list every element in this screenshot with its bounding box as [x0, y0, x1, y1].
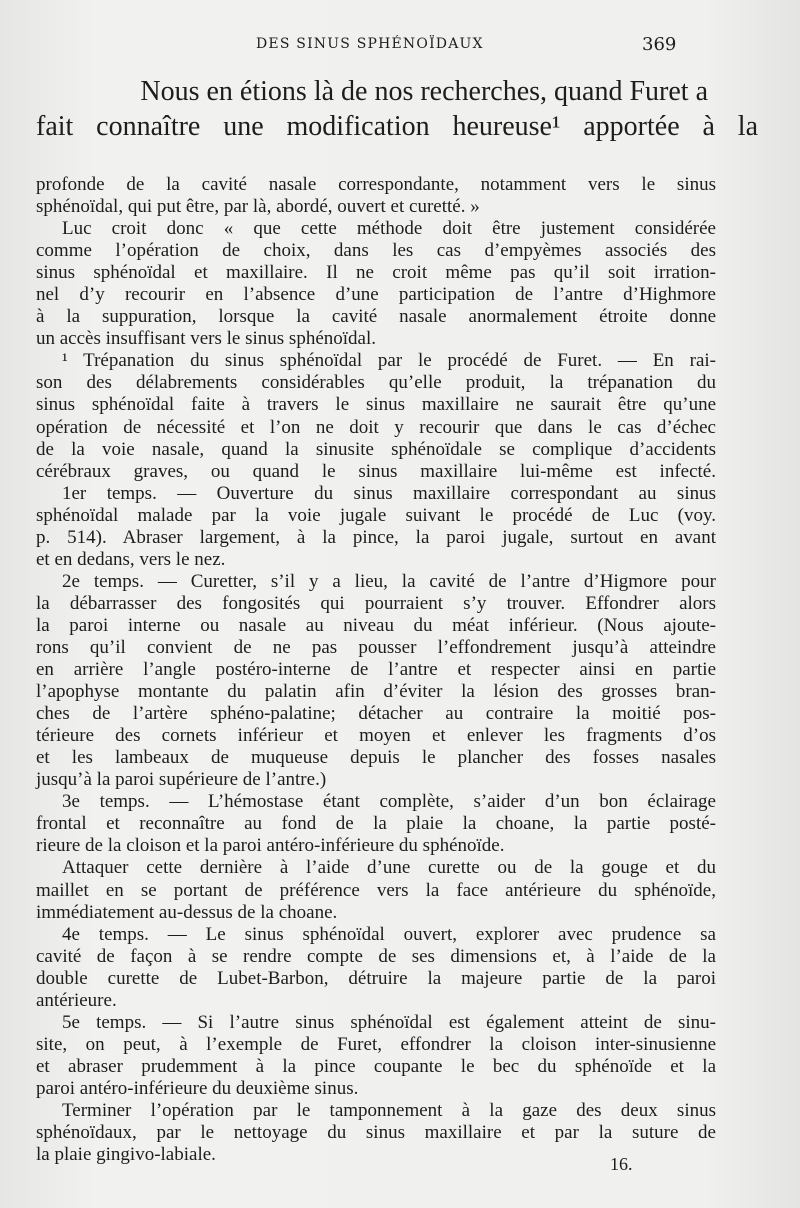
page-number: 369 [642, 34, 677, 55]
body-line: sinus sphénoïdal et maxillaire. Il ne croit même pas qu’il soit irration- [36, 262, 716, 284]
footnote-line: rieure de la cloison et la paroi antéro-inférieure du sphénoïde. [36, 835, 505, 857]
large-text-line-1: Nous en étions là de nos recherches, quand Furet a [140, 76, 708, 107]
footnote-line: ¹ Trépanation du sinus sphénoïdal par le procédé de Furet. — En rai- [62, 350, 716, 372]
large-text-line-2: fait connaître une modification heureuse¹ apportée à la [36, 111, 758, 142]
footnote-line: double curette de Lubet-Barbon, détruire la majeure partie de la paroi [36, 967, 716, 989]
footnote-line: 4e temps. — Le sinus sphénoïdal ouvert, explorer avec prudence sa [62, 923, 716, 945]
footnote-line: 1er temps. — Ouverture du sinus maxillaire correspondant au sinus [62, 482, 716, 504]
footnote-line: ches de l’artère sphéno-palatine; détacher au contraire la moitié pos- [36, 703, 716, 725]
footnote-line: sphénoïdal malade par la voie jugale suivant le procédé de Luc (voy. [36, 504, 716, 526]
footnote-line: térieure des cornets inférieur et moyen et enlever les fragments d’os [36, 725, 716, 747]
footnote-line: opération de nécessité et l’on ne doit y recourir que dans le cas d’échec [36, 416, 716, 438]
signature-mark: 16. [610, 1154, 633, 1174]
footnote-line: 3e temps. — L’hémostase étant complète, s’aider d’un bon éclairage [62, 791, 716, 813]
footnote-line: Terminer l’opération par le tamponnement à la gaze des deux sinus [62, 1099, 716, 1121]
footnote-line: de la voie nasale, quand la sinusite sphénoïdale se complique d’accidents [36, 438, 716, 460]
footnote-line: et en dedans, vers le nez. [36, 548, 226, 570]
footnote-line: antérieure. [36, 989, 117, 1011]
footnote-line: paroi antéro-inférieure du deuxième sinus. [36, 1077, 359, 1099]
footnote-line: la paroi interne ou nasale au niveau du méat inférieur. (Nous ajoute- [36, 614, 716, 636]
body-line: sphénoïdal, qui put être, par là, abordé, ouvert et curetté. » [36, 196, 480, 218]
running-head [0, 36, 800, 58]
footnote-line: frontal et reconnaître au fond de la plaie la choane, la partie posté- [36, 813, 716, 835]
body-line: un accès insuffisant vers le sinus sphénoïdal. [36, 328, 376, 350]
footnote-line: la plaie gingivo-labiale. [36, 1144, 216, 1166]
footnote-line: la débarrasser des fongosités qui pourraient s’y trouver. Effondrer alors [36, 592, 716, 614]
footnote-line: et les lambeaux de muqueuse depuis le plancher des fosses nasales [36, 747, 716, 769]
body-text [36, 174, 716, 1166]
body-line: Luc croit donc « que cette méthode doit être justement considérée [62, 218, 716, 240]
footnote-line: 5e temps. — Si l’autre sinus sphénoïdal est également atteint de sinu- [62, 1011, 716, 1033]
footnote-line: sphénoïdaux, par le nettoyage du sinus maxillaire et par la suture de [36, 1122, 716, 1144]
footnote-line: rons qu’il convient de ne pas pousser l’effondrement jusqu’à atteindre [36, 636, 716, 658]
body-line: profonde de la cavité nasale correspondante, notamment vers le sinus [36, 174, 716, 195]
footnote-line: l’apophyse montante du palatin afin d’éviter la lésion des grosses bran- [36, 681, 716, 703]
running-title: DES SINUS SPHÉNOÏDAUX [256, 36, 484, 52]
footnote-line: immédiatement au-dessus de la choane. [36, 901, 338, 923]
footnote-line: sinus sphénoïdal faite à travers le sinus maxillaire ne saurait être qu’une [36, 394, 716, 416]
footnote-line: son des délabrements considérables qu’elle produit, la trépanation du [36, 372, 716, 394]
footnote-line: cérébraux graves, ou quand le sinus maxillaire lui-même est infecté. [36, 460, 716, 482]
body-line: nel d’y recourir en l’absence d’une participation de l’antre d’Highmore [36, 284, 716, 306]
footnote-line: site, on peut, à l’exemple de Furet, effondrer la cloison inter-sinusienne [36, 1033, 716, 1055]
footnote-line: Attaquer cette dernière à l’aide d’une curette ou de la gouge et du [62, 857, 716, 879]
footnote-line: 2e temps. — Curetter, s’il y a lieu, la cavité de l’antre d’Higmore pour [62, 570, 716, 592]
footnote-line: cavité de façon à se rendre compte de ses dimensions et, à l’aide de la [36, 945, 716, 967]
body-line: à la suppuration, lorsque la cavité nasale anormalement étroite donne [36, 306, 716, 328]
footnote-line: jusqu’à la paroi supérieure de l’antre.) [36, 769, 327, 791]
footnote-line: maillet en se portant de préférence vers la face antérieure du sphénoïde, [36, 879, 716, 901]
body-line: comme l’opération de choix, dans les cas d’empyèmes associés des [36, 240, 716, 262]
footnote-line: en arrière l’angle postéro-interne de l’antre et respecter ainsi en partie [36, 659, 716, 681]
footnote-line: p. 514). Abraser largement, à la pince, la paroi jugale, surtout en avant [36, 526, 716, 548]
footnote-line: et abraser prudemment à la pince coupante le bec du sphénoïde et la [36, 1055, 716, 1077]
